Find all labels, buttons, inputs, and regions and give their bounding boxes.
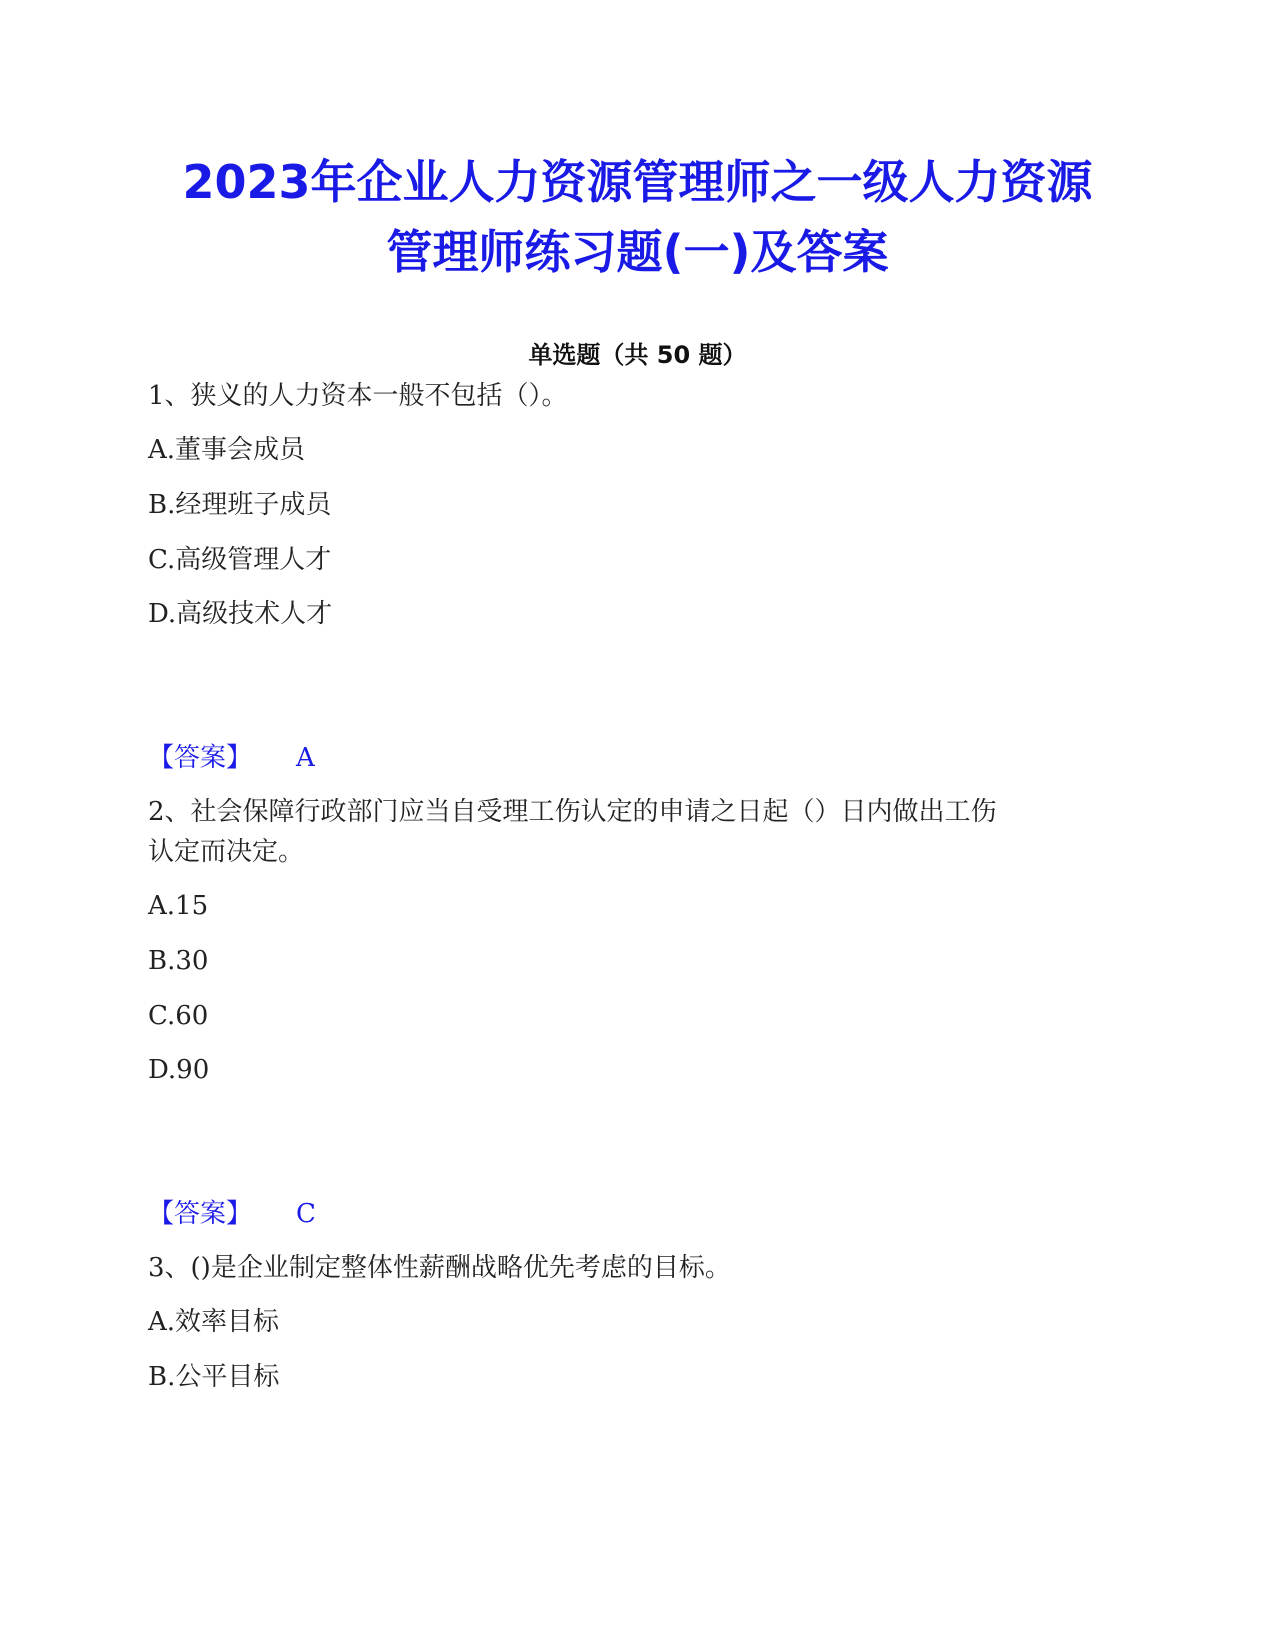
question-2-option-b: B.30 xyxy=(148,946,209,976)
question-2-option-d: D.90 xyxy=(148,1055,210,1085)
document-title-line-1: 2023年企业人力资源管理师之一级人力资源 xyxy=(182,155,1093,209)
answer-value: C xyxy=(296,1199,316,1229)
question-2-stem-line-1: 2、社会保障行政部门应当自受理工伤认定的申请之日起（）日内做出工伤 xyxy=(148,797,997,827)
question-2-option-c: C.60 xyxy=(148,1001,209,1031)
question-1-option-d: D.高级技术人才 xyxy=(148,599,333,629)
question-1-option-c: C.高级管理人才 xyxy=(148,545,332,575)
question-3-stem: 3、()是企业制定整体性薪酬战略优先考虑的目标。 xyxy=(148,1253,731,1283)
question-2-option-a: A.15 xyxy=(148,891,209,921)
document-title-line-2: 管理师练习题(一)及答案 xyxy=(386,225,889,279)
question-3-option-b: B.公平目标 xyxy=(148,1362,280,1392)
question-2-answer xyxy=(148,1194,316,1234)
question-2-stem-line-2: 认定而决定。 xyxy=(148,837,305,867)
answer-label: 【答案】 xyxy=(148,743,253,773)
question-3-option-a: A.效率目标 xyxy=(148,1307,280,1337)
question-1-answer xyxy=(148,738,315,778)
answer-label: 【答案】 xyxy=(148,1199,253,1229)
section-heading: 单选题（共 50 题） xyxy=(528,341,747,369)
question-1-stem: 1、狭义的人力资本一般不包括（）。 xyxy=(148,381,568,411)
answer-value: A xyxy=(296,743,315,773)
question-1-option-b: B.经理班子成员 xyxy=(148,490,332,520)
question-1-option-a: A.董事会成员 xyxy=(148,435,306,465)
